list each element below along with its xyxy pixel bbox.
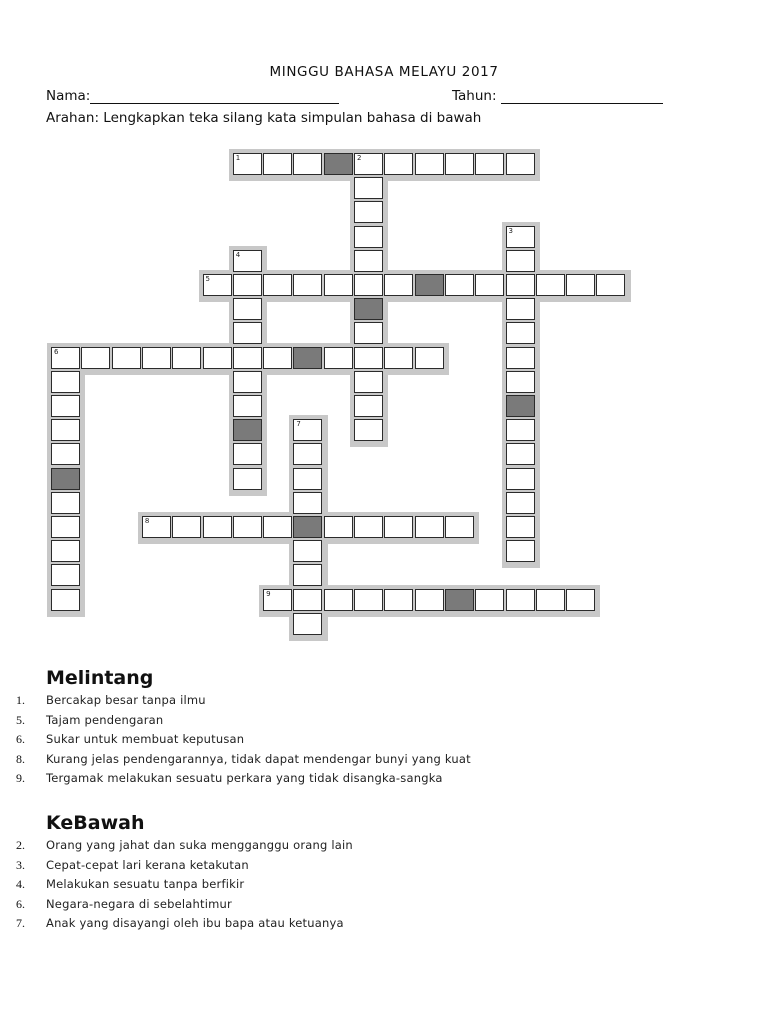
- crossword-cell[interactable]: [384, 589, 413, 611]
- clue-text: Melakukan sesuatu tanpa berfikir: [46, 877, 245, 891]
- clue-number-label: 7: [296, 420, 301, 429]
- crossword-cell[interactable]: [354, 516, 383, 538]
- crossword-cell[interactable]: [233, 347, 262, 369]
- crossword-cell[interactable]: [203, 516, 232, 538]
- arahan-label: Arahan:: [46, 110, 99, 126]
- crossword-cell[interactable]: [354, 177, 383, 199]
- crossword-cell[interactable]: [536, 589, 565, 611]
- crossword-cell[interactable]: [324, 347, 353, 369]
- clue-item: [16, 752, 716, 772]
- clue-item: [16, 713, 716, 733]
- crossword-cell[interactable]: [354, 347, 383, 369]
- crossword-cell[interactable]: [172, 347, 201, 369]
- crossword-cell[interactable]: [293, 540, 322, 562]
- crossword-cell[interactable]: [51, 395, 80, 417]
- crossword-cell[interactable]: [506, 468, 535, 490]
- crossword-cell[interactable]: [384, 347, 413, 369]
- crossword-cell[interactable]: [263, 516, 292, 538]
- worksheet-title: MINGGU BAHASA MELAYU 2017: [269, 64, 499, 80]
- crossword-cell[interactable]: [506, 371, 535, 393]
- crossword-cell[interactable]: [506, 516, 535, 538]
- clue-number: 4.: [16, 877, 25, 891]
- crossword-cell[interactable]: [142, 347, 171, 369]
- crossword-cell[interactable]: [506, 492, 535, 514]
- crossword-cell[interactable]: [263, 589, 292, 611]
- arahan-text: Lengkapkan teka silang kata simpulan bahasa di bawah: [103, 110, 482, 126]
- kebawah-heading: KeBawah: [46, 812, 145, 834]
- crossword-cell[interactable]: [415, 347, 444, 369]
- crossword-cell[interactable]: [445, 274, 474, 296]
- crossword-cell[interactable]: [506, 589, 535, 611]
- crossword-cell[interactable]: [293, 153, 322, 175]
- clue-number: 6.: [16, 732, 25, 746]
- clue-item: [16, 771, 716, 791]
- clue-item: [16, 838, 716, 858]
- crossword-cell[interactable]: [506, 226, 535, 248]
- crossword-cell[interactable]: [293, 443, 322, 465]
- crossword-cell[interactable]: [354, 395, 383, 417]
- crossword-cell[interactable]: [475, 274, 504, 296]
- crossword-cell[interactable]: [51, 564, 80, 586]
- clue-text: Tergamak melakukan sesuatu perkara yang tidak disangka-sangka: [46, 771, 443, 785]
- crossword-cell[interactable]: [324, 589, 353, 611]
- crossword-cell[interactable]: [233, 250, 262, 272]
- crossword-cell[interactable]: [506, 250, 535, 272]
- shaded-cell: [506, 395, 535, 417]
- crossword-cell[interactable]: [233, 443, 262, 465]
- crossword-cell[interactable]: [233, 322, 262, 344]
- crossword-cell[interactable]: [233, 395, 262, 417]
- clue-number: 2.: [16, 838, 25, 852]
- shaded-cell: [415, 274, 444, 296]
- crossword-cell[interactable]: [354, 226, 383, 248]
- crossword-cell[interactable]: [384, 153, 413, 175]
- crossword-cell[interactable]: [293, 492, 322, 514]
- crossword-cell[interactable]: [233, 371, 262, 393]
- clue-number: 9.: [16, 771, 25, 785]
- crossword-cell[interactable]: [566, 274, 595, 296]
- clue-number-label: 8: [144, 517, 150, 525]
- shaded-cell: [354, 298, 383, 320]
- clue-number-label: 1: [235, 154, 241, 162]
- crossword-cell[interactable]: [506, 298, 535, 320]
- crossword-cell[interactable]: [384, 274, 413, 296]
- crossword-cell[interactable]: [203, 274, 232, 296]
- clue-number-label: 2: [357, 154, 362, 162]
- crossword-cell[interactable]: [293, 589, 322, 611]
- crossword-cell[interactable]: [354, 274, 383, 296]
- crossword-cell[interactable]: [51, 492, 80, 514]
- clue-number-label: 3: [508, 226, 513, 235]
- crossword-cell[interactable]: [172, 516, 201, 538]
- crossword-cell[interactable]: [51, 419, 80, 441]
- crossword-cell[interactable]: [415, 589, 444, 611]
- clue-item: [16, 732, 716, 752]
- clue-text: Negara-negara di sebelahtimur: [46, 896, 232, 911]
- clue-item: [16, 877, 716, 897]
- crossword-cell[interactable]: [142, 516, 171, 538]
- crossword-cell[interactable]: [384, 516, 413, 538]
- clue-text: Orang yang jahat dan suka mengganggu orang lain: [46, 838, 353, 852]
- crossword-cell[interactable]: [354, 371, 383, 393]
- clue-number: 6.: [16, 896, 25, 911]
- shaded-cell: [51, 468, 80, 490]
- crossword-cell[interactable]: [596, 274, 625, 296]
- crossword-cell[interactable]: [506, 347, 535, 369]
- melintang-heading: Melintang: [46, 667, 154, 689]
- crossword-cell[interactable]: [51, 371, 80, 393]
- crossword-cell[interactable]: [324, 516, 353, 538]
- clue-text: Tajam pendengaran: [46, 712, 164, 727]
- crossword-cell[interactable]: [445, 516, 474, 538]
- crossword-cell[interactable]: [506, 419, 535, 441]
- clue-text: Bercakap besar tanpa ilmu: [46, 693, 206, 707]
- clue-number: 7.: [16, 916, 25, 930]
- clue-number-label: 5: [205, 275, 210, 283]
- crossword-cell[interactable]: [293, 564, 322, 586]
- crossword-cell[interactable]: [475, 153, 504, 175]
- crossword-cell[interactable]: [445, 153, 474, 175]
- crossword-cell[interactable]: [233, 516, 262, 538]
- clue-item: [16, 916, 716, 936]
- crossword-cell[interactable]: [354, 589, 383, 611]
- clue-item: [16, 693, 716, 713]
- clue-number-label: 9: [266, 589, 271, 598]
- crossword-cell[interactable]: [203, 347, 232, 369]
- crossword-cell[interactable]: [112, 347, 141, 369]
- crossword-cell[interactable]: [354, 250, 383, 272]
- crossword-cell[interactable]: [536, 274, 565, 296]
- crossword-cell[interactable]: [233, 468, 262, 490]
- crossword-cell[interactable]: [293, 419, 322, 441]
- crossword-cell[interactable]: [566, 589, 595, 611]
- crossword-cell[interactable]: [475, 589, 504, 611]
- crossword-cell[interactable]: [506, 274, 535, 296]
- crossword-cell[interactable]: [415, 516, 444, 538]
- crossword-cell[interactable]: [51, 443, 80, 465]
- shaded-cell: [233, 419, 262, 441]
- clue-text: Cepat-cepat lari kerana ketakutan: [46, 857, 249, 872]
- clue-text: Kurang jelas pendengarannya, tidak dapat mendengar bunyi yang kuat: [46, 751, 471, 766]
- shaded-cell: [293, 516, 322, 538]
- clue-item: [16, 897, 716, 917]
- clue-item: [16, 858, 716, 878]
- crossword-cell[interactable]: [293, 613, 322, 635]
- nama-label: Nama:: [46, 88, 91, 104]
- crossword-cell[interactable]: [51, 589, 80, 611]
- clue-number: 3.: [16, 857, 25, 872]
- crossword-cell[interactable]: [354, 322, 383, 344]
- crossword-cell[interactable]: [263, 274, 292, 296]
- clue-number: 8.: [16, 751, 25, 766]
- shaded-cell: [293, 347, 322, 369]
- kebawah-clue-list: [16, 838, 716, 936]
- shaded-cell: [324, 153, 353, 175]
- clue-number-label: 4: [235, 250, 241, 259]
- crossword-cell[interactable]: [81, 347, 110, 369]
- crossword-cell[interactable]: [506, 322, 535, 344]
- crossword-cell[interactable]: [263, 153, 292, 175]
- crossword-cell[interactable]: [51, 516, 80, 538]
- crossword-cell[interactable]: [233, 153, 262, 175]
- crossword-cell[interactable]: [233, 298, 262, 320]
- shaded-cell: [445, 589, 474, 611]
- tahun-label: Tahun:: [452, 88, 497, 104]
- clue-text: Sukar untuk membuat keputusan: [46, 732, 245, 746]
- crossword-cell[interactable]: [293, 468, 322, 490]
- crossword-cell[interactable]: [263, 347, 292, 369]
- crossword-cell[interactable]: [506, 443, 535, 465]
- clue-number-label: 6: [54, 347, 59, 356]
- clue-text: Anak yang disayangi oleh ibu bapa atau ketuanya: [46, 916, 344, 930]
- crossword-cell[interactable]: [506, 540, 535, 562]
- clue-number: 1.: [16, 693, 25, 707]
- crossword-cell[interactable]: [354, 153, 383, 175]
- clue-number: 5.: [16, 712, 25, 727]
- crossword-cell[interactable]: [51, 540, 80, 562]
- crossword-cell[interactable]: [415, 153, 444, 175]
- crossword-cell[interactable]: [51, 347, 80, 369]
- crossword-cell[interactable]: [324, 274, 353, 296]
- crossword-cell[interactable]: [293, 274, 322, 296]
- melintang-clue-list: [16, 693, 716, 791]
- crossword-cell[interactable]: [354, 201, 383, 223]
- crossword-cell[interactable]: [354, 419, 383, 441]
- crossword-cell[interactable]: [233, 274, 262, 296]
- crossword-cell[interactable]: [506, 153, 535, 175]
